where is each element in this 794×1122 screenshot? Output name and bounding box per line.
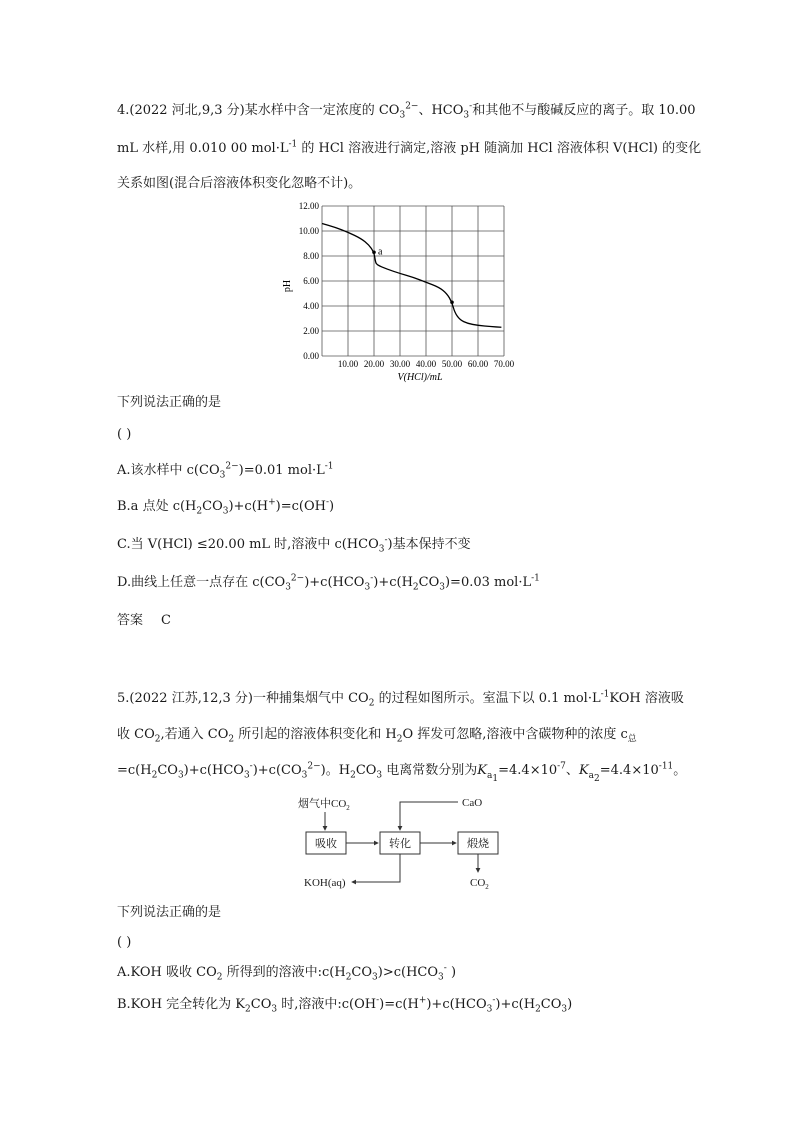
y-tick-label: 2.00 — [303, 326, 319, 336]
x-tick-label: 50.00 — [441, 359, 463, 369]
q4-line2: mL 水样,用 0.010 00 $mol\cdot L^{-1}$ 的 HCl 溶液进行滴定,溶液 pH 随滴加 HCl 溶液体积 V(HCl) 的变化 — [117, 139, 702, 156]
calcine-label: 煅烧 — [467, 838, 489, 850]
koh-label: KOH(aq) — [304, 877, 346, 889]
y-tick-label: 12.00 — [298, 201, 319, 211]
q4-option-c[interactable]: C.当 V(HCl) ≤20.00 mL 时,溶液中 $c(HCO_3^-)$基本保持不变 — [117, 535, 471, 555]
q4-answer: 答案 C — [117, 613, 171, 628]
chart-marks — [372, 246, 454, 304]
curve-point — [450, 300, 454, 304]
ph-curve — [322, 224, 501, 328]
co2-output-label: $CO_2$ — [470, 877, 489, 891]
chart-grid — [322, 206, 504, 356]
convert-label: 转化 — [389, 838, 411, 850]
q4-paren: ( ) — [117, 427, 132, 442]
y-tick-label: 0.00 — [303, 351, 319, 361]
x-tick-label: 40.00 — [415, 359, 437, 369]
x-axis-label: V(HCl)/mL — [397, 372, 443, 383]
arrow-cao-to-convert — [400, 802, 458, 830]
x-tick-label: 20.00 — [363, 359, 385, 369]
q5-paren: ( ) — [117, 935, 132, 950]
y-tick-label: 6.00 — [303, 276, 319, 286]
co2-capture-flow-diagram — [290, 790, 520, 900]
q4-option-a[interactable]: A.该水样中 $c(CO_3^{2-})=0.01$ $mol\cdot L^{-1}$ — [117, 461, 334, 481]
curve-point — [372, 250, 376, 254]
y-tick-label: 8.00 — [303, 251, 319, 261]
x-tick-label: 70.00 — [493, 359, 515, 369]
q4-option-b[interactable]: B.a 点处 $c(H_2CO_3)+c(H^+)=c(OH^-)$ — [117, 497, 335, 517]
point-a-label: a — [378, 246, 383, 258]
y-tick-label: 4.00 — [303, 301, 319, 311]
q4-prompt: 下列说法正确的是 — [117, 395, 222, 410]
q4-line1: 4.(2022 河北,9,3 分)某水样中含一定浓度的 $CO_3^{2-}$、$HCO_3^-$和其他不与酸碱反应的离子。取 10.00 — [117, 101, 696, 121]
titration-chart — [280, 196, 520, 386]
q5-prompt: 下列说法正确的是 — [117, 905, 222, 920]
y-tick-label: 10.00 — [298, 226, 319, 236]
q5-option-b[interactable]: B.KOH 完全转化为 $K_2CO_3$ 时,溶液中$:c(OH^-)=c(H^+)+c(HCO_3^-)+c(H_2CO_3)$ — [117, 995, 573, 1015]
q5-option-a[interactable]: A.KOH 吸收 $CO_2$ 所得到的溶液中$:c(H_2CO_3)>c(HCO_3^-$ ) — [117, 963, 457, 983]
x-tick-label: 10.00 — [337, 359, 359, 369]
q5-line3: $=c(H_2CO_3)+c(HCO_3^-)+c(CO_3^{2-})$。$H_2CO_3$ 电离常数分别为$K_{a_1}=4.4\times 10^{-7}$、$K_{a_2}=4.4\times 10^{-11}$。 — [117, 761, 687, 784]
y-axis-label: pH — [282, 279, 293, 293]
cao-label: CaO — [462, 797, 483, 809]
q5-line2: 收 $CO_2$,若通入 $CO_2$ 所引起的溶液体积变化和 $H_2O$ 挥发可忽略,溶液中含碳物种的浓度 $c_总$ — [117, 727, 637, 745]
x-tick-label: 30.00 — [389, 359, 411, 369]
x-tick-label: 60.00 — [467, 359, 489, 369]
absorb-label: 吸收 — [315, 838, 337, 850]
answer-value: C — [161, 613, 171, 628]
q5-line1: 5.(2022 江苏,12,3 分)一种捕集烟气中 $CO_2$ 的过程如图所示。室温下以 0.1 $mol\cdot L^{-1}KOH$ 溶液吸 — [117, 689, 684, 709]
flue-gas-label: 烟气中$CO_2$ — [298, 798, 350, 812]
q4-line3: 关系如图(混合后溶液体积变化忽略不计)。 — [117, 176, 362, 191]
arrow-convert-to-koh — [352, 854, 400, 882]
q4-option-d[interactable]: D.曲线上任意一点存在 $c(CO_3^{2-})+c(HCO_3^-)+c(H_2CO_3)=0.03$ $mol\cdot L^{-1}$ — [117, 573, 540, 593]
